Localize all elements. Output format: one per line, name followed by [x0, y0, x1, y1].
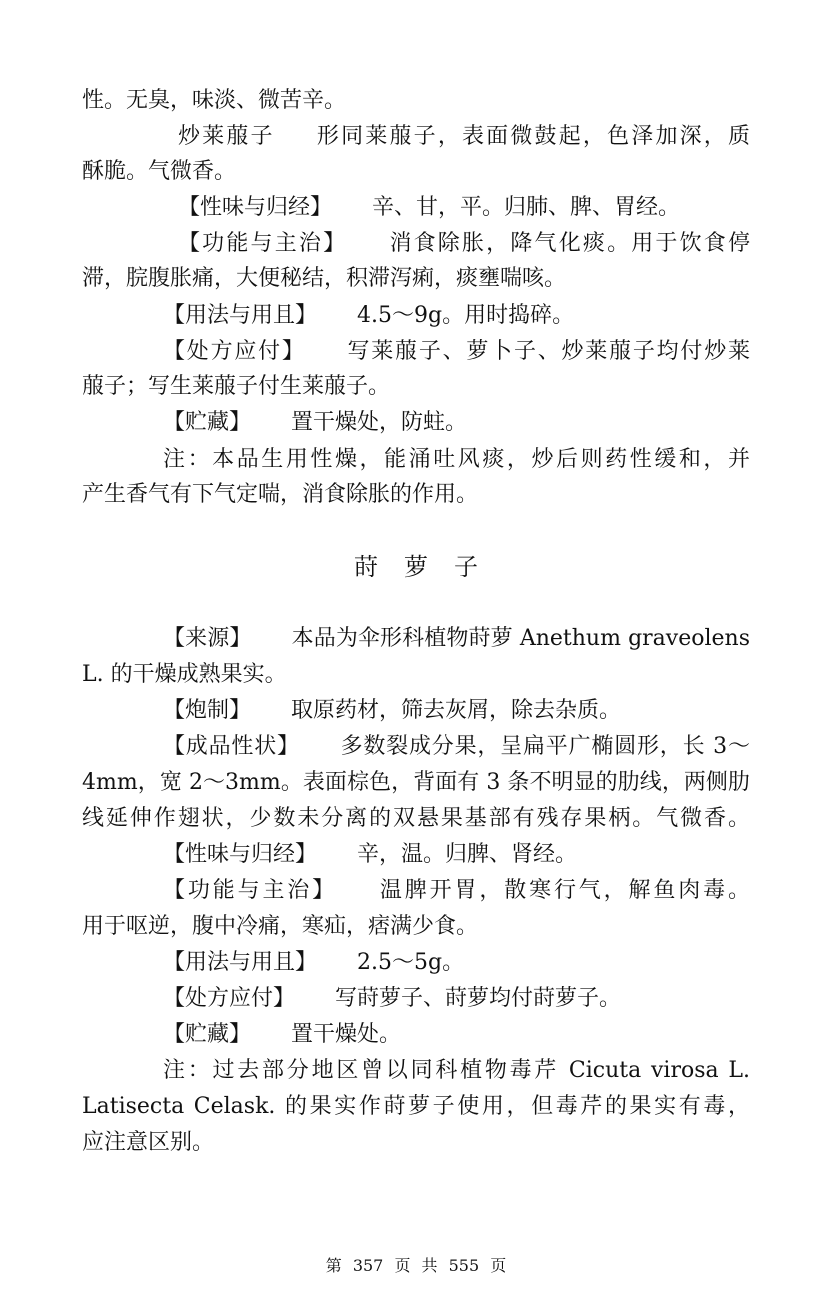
- paragraph-line: 【性味与归经】 辛，温。归脾、肾经。: [163, 842, 578, 867]
- page-number-footer: 第 357 页 共 555 页: [325, 1256, 507, 1275]
- entry-heading: 【处方应付】: [163, 986, 296, 1011]
- paragraph-line: Latisecta Celask. 的果实作莳萝子使用，但毒芹的果实有毒，: [82, 1094, 750, 1119]
- paragraph-line: 酥脆。气微香。: [82, 159, 237, 184]
- paragraph-line: 【用法与用且】 2.5～5g。: [163, 950, 465, 975]
- entry-heading: 【用法与用且】: [163, 303, 318, 328]
- paragraph-line: 【功能与主治】 消食除胀，降气化痰。用于饮食停: [178, 231, 750, 256]
- paragraph-line: 性。无臭，味淡、微苦辛。: [82, 88, 347, 113]
- paragraph-line: 【炮制】 取原药材，筛去灰屑，除去杂质。: [163, 698, 622, 723]
- entry-heading: 【功能与主治】: [178, 231, 348, 256]
- paragraph-line: 【功能与主治】 温脾开胃，散寒行气，解鱼肉毒。: [163, 878, 750, 903]
- entry-heading: 【贮藏】: [163, 1022, 252, 1047]
- entry-heading: 【性味与归经】: [163, 842, 318, 867]
- paragraph-line: 4mm，宽 2～3mm。表面棕色，背面有 3 条不明显的肋线，两侧肋: [82, 770, 750, 795]
- paragraph-line: 注：过去部分地区曾以同科植物毒芹 Cicuta virosa L.: [163, 1058, 750, 1083]
- paragraph-line: 线延伸作翅状，少数未分离的双悬果基部有残存果柄。气微香。: [82, 806, 750, 831]
- entry-heading: 【功能与主治】: [163, 878, 338, 903]
- paragraph-line: 【来源】 本品为伞形科植物莳萝 Anethum graveolens: [163, 626, 750, 651]
- paragraph-line: L. 的干燥成熟果实。: [82, 662, 287, 687]
- entry-heading: 【用法与用且】: [163, 950, 318, 975]
- entry-heading: 【处方应付】: [163, 339, 306, 364]
- paragraph-line: 【贮藏】 置干燥处，防蛀。: [163, 410, 468, 435]
- paragraph-line: 滞，脘腹胀痛，大便秘结，积滞泻痢，痰壅喘咳。: [82, 266, 567, 291]
- paragraph-line: 【贮藏】 置干燥处。: [163, 1022, 402, 1047]
- paragraph-line: 菔子；写生莱菔子付生莱菔子。: [82, 374, 391, 399]
- entry-heading: 【炮制】: [163, 698, 252, 723]
- paragraph-line: 应注意区别。: [82, 1130, 215, 1155]
- section-title: 莳萝子: [354, 553, 504, 581]
- paragraph-line: 【用法与用且】 4.5～9g。用时捣碎。: [163, 303, 575, 328]
- entry-heading: 【性味与归经】: [178, 195, 333, 220]
- entry-heading: 炒莱菔子: [178, 124, 275, 149]
- paragraph-line: 【处方应付】 写莱菔子、萝卜子、炒莱菔子均付炒莱: [163, 339, 750, 364]
- paragraph-line: 【成品性状】 多数裂成分果，呈扁平广椭圆形，长 3～: [163, 734, 750, 759]
- entry-heading: 【贮藏】: [163, 410, 252, 435]
- paragraph-line: 用于呕逆，腹中冷痛，寒疝，痞满少食。: [82, 914, 479, 939]
- paragraph-line: 炒莱菔子 形同莱菔子，表面微鼓起，色泽加深，质: [178, 124, 750, 149]
- entry-heading: 【来源】: [163, 626, 252, 651]
- paragraph-line: 【性味与归经】 辛、甘，平。归肺、脾、胃经。: [178, 195, 681, 220]
- entry-heading: 【成品性状】: [163, 734, 300, 759]
- paragraph-line: 产生香气有下气定喘，消食除胀的作用。: [82, 482, 479, 507]
- paragraph-line: 【处方应付】 写莳萝子、莳萝均付莳萝子。: [163, 986, 622, 1011]
- paragraph-line: 注：本品生用性燥，能涌吐风痰，炒后则药性缓和，并: [163, 447, 750, 472]
